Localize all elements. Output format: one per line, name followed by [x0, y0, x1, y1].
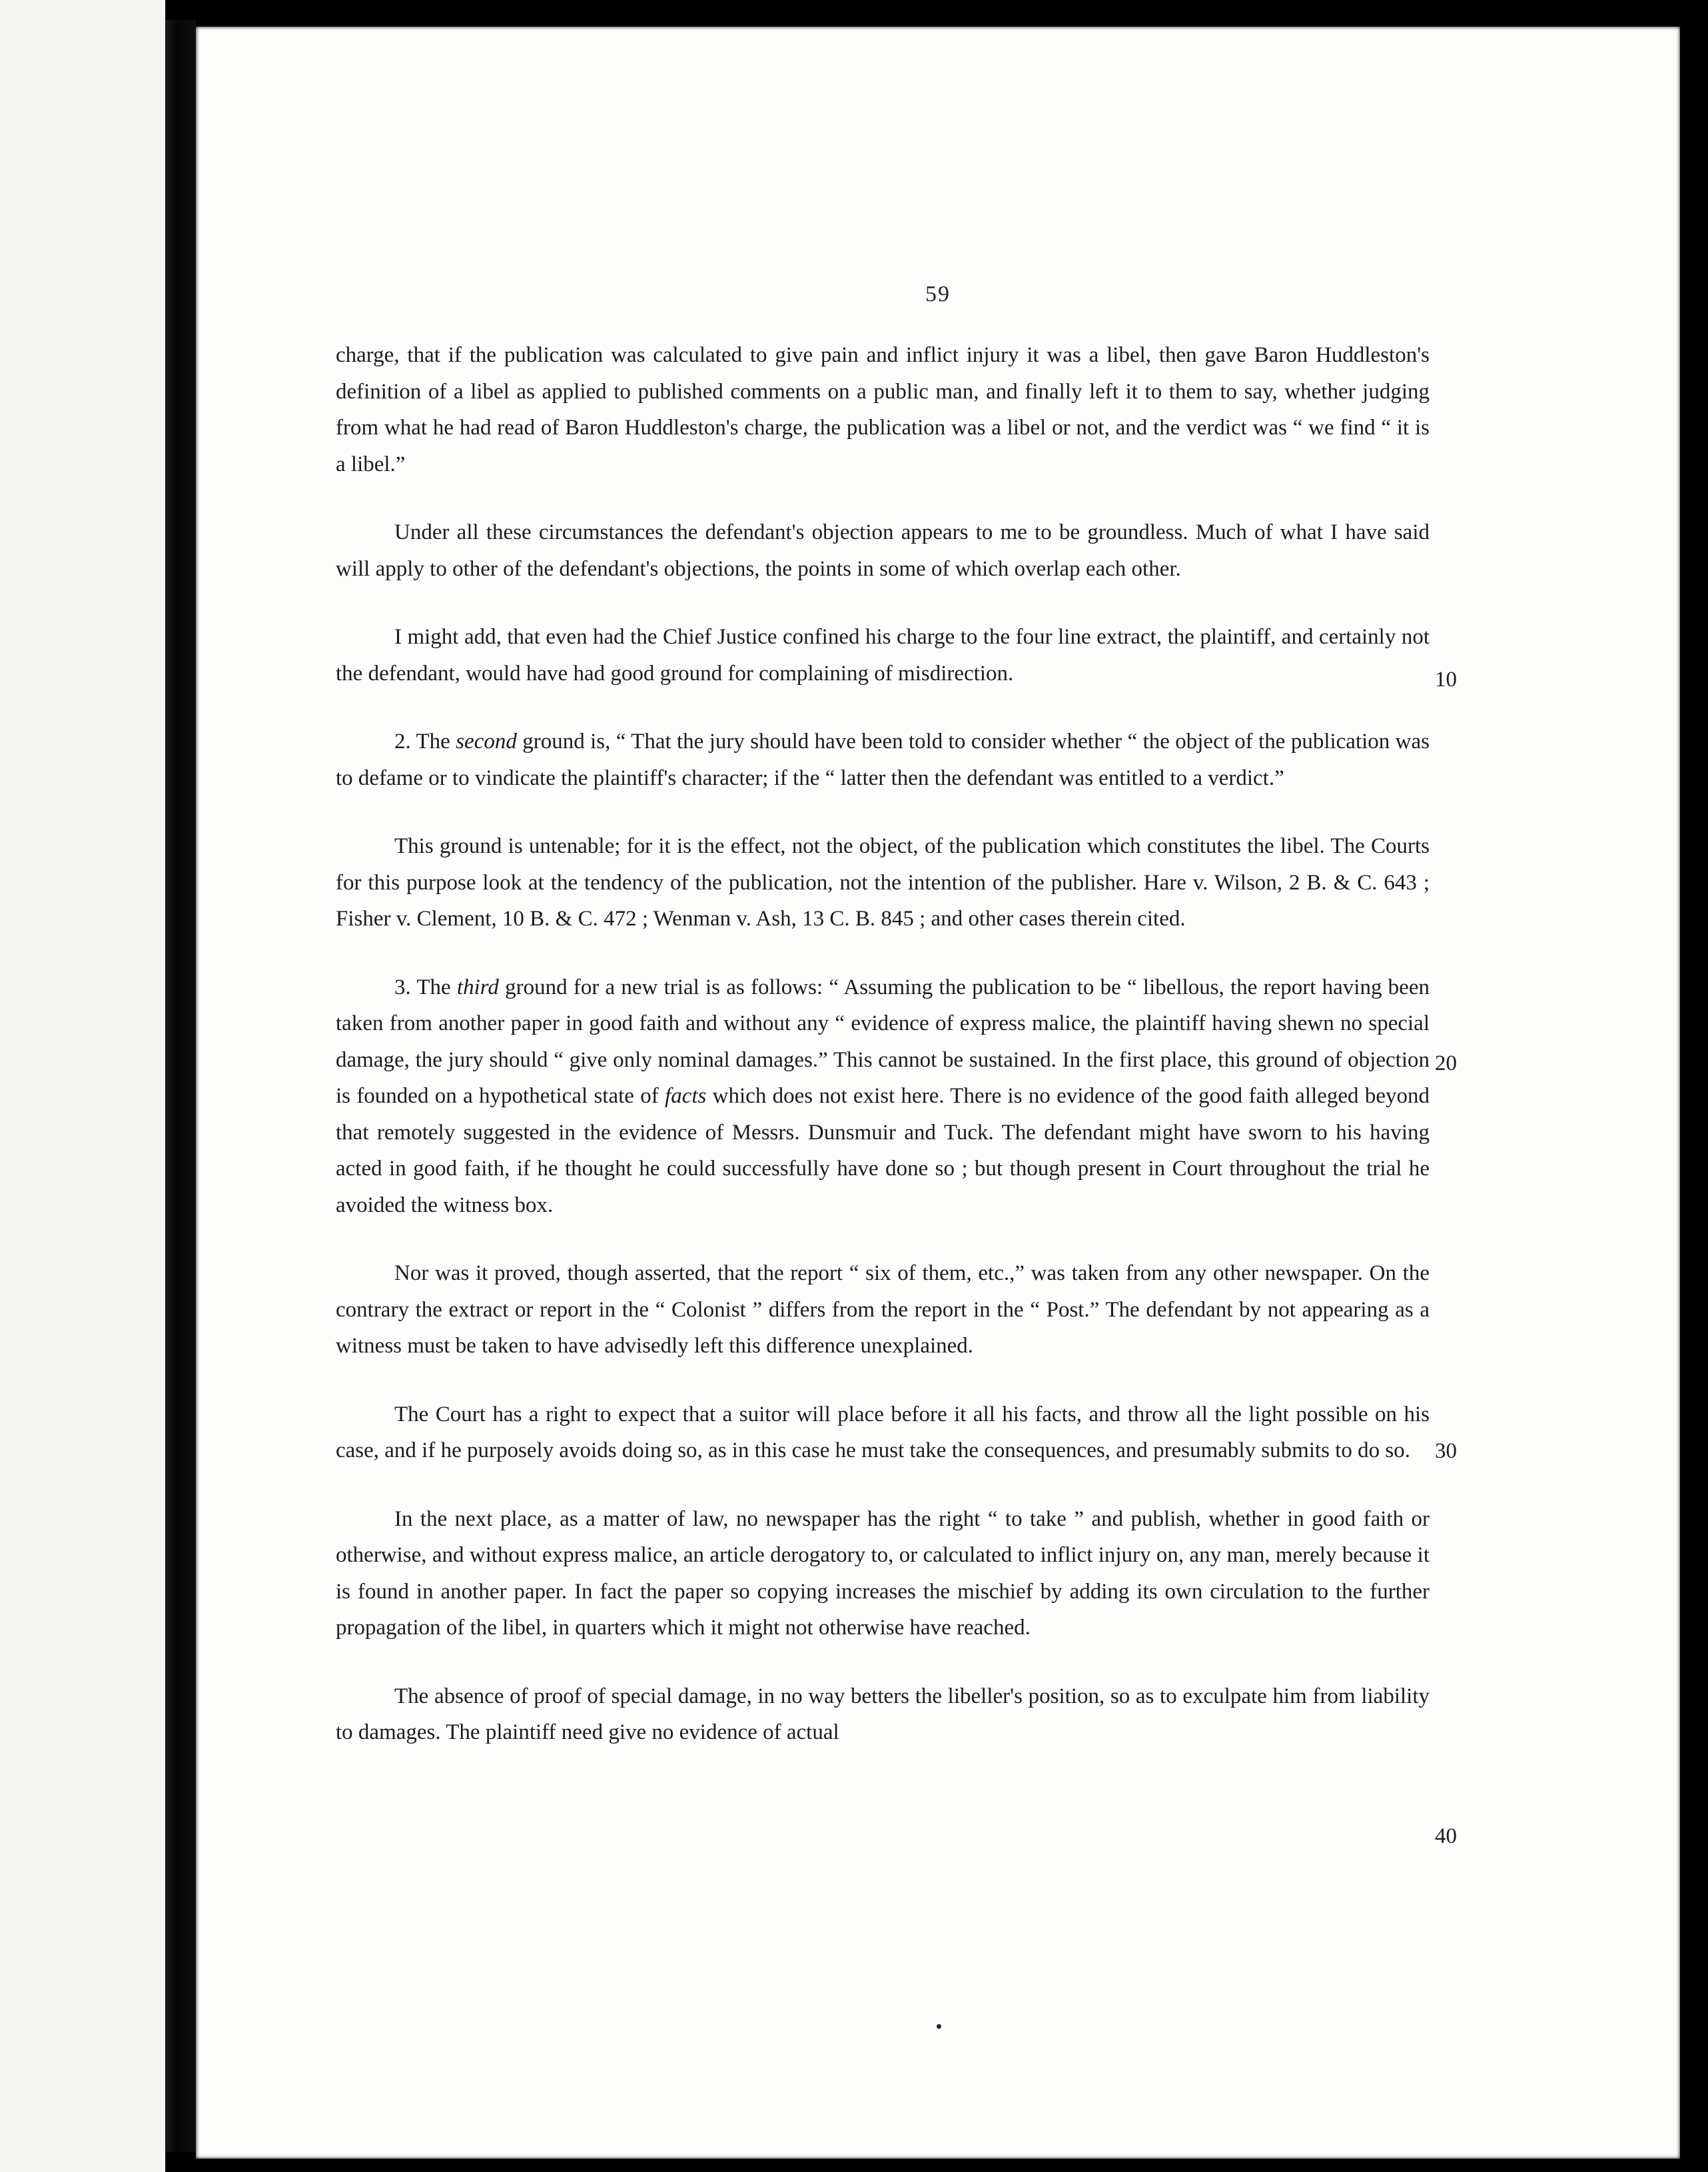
ink-dot — [937, 2024, 941, 2029]
paragraph: This ground is untenable; for it is the effect, not the object, of the publication which constitutes the libel. The Courts for this purpose look at the tendency of the publication, not the intention of the publisher. Hare v. Wilson, 2 B. & C. 643 ; Fisher v. Clement, 10 B. & C. 472 ; Wenman v. Ash, 13 C. B. 845 ; and other cases therein cited. — [336, 834, 1430, 931]
line-number: 40 — [1435, 1824, 1457, 1848]
emphasis-word: second — [456, 730, 517, 754]
paragraph: charge, that if the publication was calculated to give pain and inflict injury it was a libel, then gave Baron Huddleston's definition of a libel as applied to published comments on a public man, and finally left it to them to say, whether judging from what he had read of Baron Huddleston's charge, the publication was a libel or not, and the verdict was “ we find “ it is a libel.” — [336, 343, 1430, 476]
paragraph — [336, 724, 1430, 796]
paragraph — [336, 969, 1430, 1224]
paragraph: In the next place, as a matter of law, no newspaper has the right “ to take ” and publish, whether in good faith or otherwise, and without express malice, an article derogatory to, or calculated to inflict injury on, any man, merely because it is found in another paper. In fact the paper so copying increases the mischief by adding its own circulation to the further propagation of the libel, in quarters which it might not otherwise have reached. — [336, 1506, 1430, 1640]
paragraph-text: 3. The — [394, 975, 457, 999]
paragraph: The absence of proof of special damage, in no way betters the libeller's position, so as to exculpate him from liability to damages. The plaintiff need give no evidence of actual — [336, 1684, 1430, 1744]
line-number: 30 — [1435, 1439, 1457, 1463]
document-page — [196, 27, 1680, 2159]
paragraph-text: ground is, “ That the jury should have been told to consider whether “ the object of the publication was to defame or to vindicate the plaintiff's character; if the “ latter then the defendant was entitled to a verdict.” — [336, 730, 1430, 790]
page-number: 59 — [925, 282, 951, 306]
book-gutter — [165, 20, 196, 2152]
paragraph-text: ground for a new trial is as follows: “ Assuming the publication to be “ libellous, the report having been taken from another paper in good faith and without any “ evidence of express malice, the plaintiff having shewn no special damage, the jury should “ give only nominal damages.” This cannot be sustained. In the first place, this ground of objection is founded on a hypothetical state of — [336, 975, 1430, 1108]
paragraph: I might add, that even had the Chief Justice confined his charge to the four line extract, the plaintiff, and certainly not the defendant, would have had good ground for complaining of misdirection. — [336, 625, 1430, 686]
paragraph: Under all these circumstances the defendant's objection appears to me to be groundless. Much of what I have said will apply to other of the defendant's objections, the points in some of which overlap each other. — [336, 520, 1430, 581]
line-number: 10 — [1435, 668, 1457, 692]
emphasis-word: third — [456, 975, 499, 999]
left-page-edge — [0, 0, 165, 2172]
paragraph: The Court has a right to expect that a suitor will place before it all his facts, and throw all the light possible on his case, and if he purposely avoids doing so, as in this case he must take the consequences, and presumably submits to do so. — [336, 1402, 1430, 1462]
paragraph-text: which does not exist here. There is no evidence of the good faith alleged beyond that remotely suggested in the evidence of Messrs. Dunsmuir and Tuck. The defendant might have sworn to his having acted in good faith, if he thought he could successfully have done so ; but though present in Court throughout the trial he avoided the witness box. — [336, 1084, 1430, 1217]
body-text — [336, 337, 1430, 1783]
paragraph: Nor was it proved, though asserted, that the report “ six of them, etc.,” was taken from any other newspaper. On the contrary the extract or report in the “ Colonist ” differs from the report in the “ Post.” The defendant by not appearing as a witness must be taken to have advisedly left this difference unexplained. — [336, 1261, 1430, 1358]
emphasis-word: facts — [665, 1084, 707, 1108]
line-number: 20 — [1435, 1051, 1457, 1075]
paragraph-text: 2. The — [394, 730, 456, 754]
margin-line-numbers — [1435, 27, 1488, 2159]
